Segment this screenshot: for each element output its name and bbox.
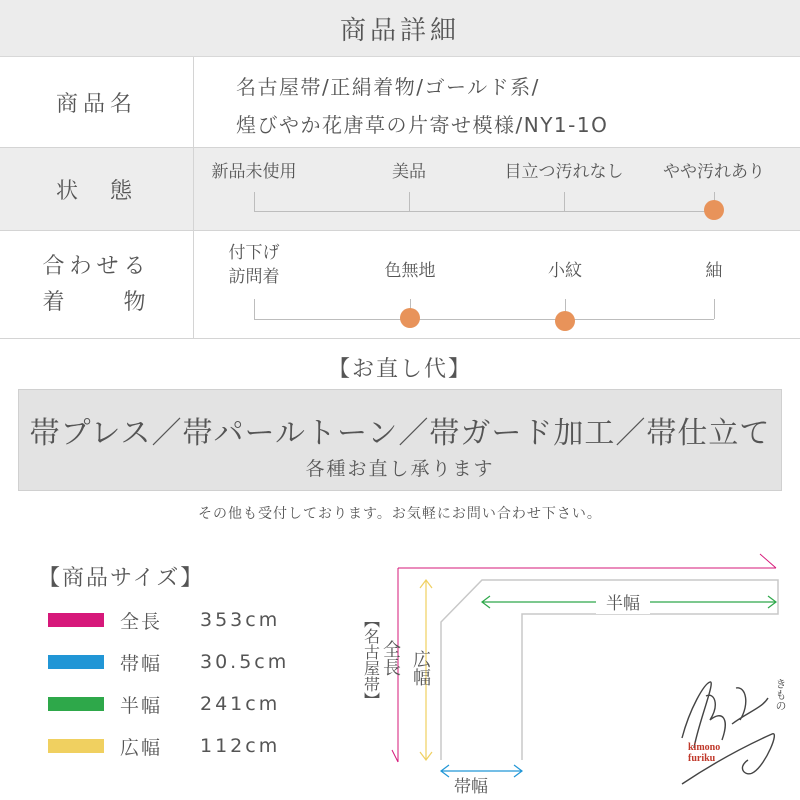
kimono-furiku-logo: [676, 668, 792, 792]
condition-row: [0, 148, 800, 231]
diagram-obi-width-label: 帯幅: [454, 777, 488, 796]
matching-kimono-label-line-1: 合わせる: [42, 253, 151, 279]
condition-scale-line: [254, 211, 714, 212]
size-row-wide-width: [48, 731, 280, 761]
size-value: 353cm: [200, 609, 281, 631]
matching-tick: [254, 299, 255, 319]
matching-option-tsumugi: 紬: [705, 261, 723, 281]
contact-note: その他も受付しております。お気軽にお問い合わせ下さい。: [198, 506, 602, 522]
logo-text-furiku: furiku: [688, 753, 716, 764]
condition-tick: [564, 192, 565, 211]
size-row-obi-width: [48, 647, 289, 677]
condition-selected-marker: [704, 200, 724, 220]
size-name: 全長: [120, 610, 163, 633]
size-value: 30.5cm: [200, 651, 290, 673]
matching-option-tsukesage-line-1: 付下げ: [228, 243, 280, 263]
repair-subtitle: 各種お直し承ります: [305, 458, 495, 480]
matching-option-tsukesage-line-2: 訪問着: [228, 267, 280, 287]
repair-box: [18, 389, 782, 491]
diagram-half-width-label: 半幅: [606, 594, 640, 613]
condition-level-some-stain: やや汚れあり: [663, 162, 765, 182]
wide-width-swatch: [48, 739, 104, 753]
condition-tick: [409, 192, 410, 211]
size-title: 【商品サイズ】: [38, 566, 205, 591]
condition-level-excellent: 美品: [392, 162, 426, 182]
matching-selected-marker: [555, 311, 575, 331]
condition-level-no-stain: 目立つ汚れなし: [504, 162, 624, 182]
matching-tick: [714, 299, 715, 319]
diagram-total-length-label: 全長: [381, 640, 401, 676]
condition-label: 状 態: [0, 148, 194, 230]
size-name: 広幅: [120, 736, 163, 759]
size-value: 112cm: [200, 735, 281, 757]
condition-tick: [254, 192, 255, 211]
size-row-total-length: [48, 605, 280, 635]
repair-title: 【お直し代】: [327, 357, 472, 382]
matching-option-iromuji: 色無地: [384, 261, 436, 281]
matching-kimono-row: [0, 231, 800, 339]
logo-kana: きもの: [774, 678, 786, 711]
logo-brush-stroke: [682, 682, 774, 784]
diagram-side-label: 【名古屋帯】: [361, 612, 379, 708]
page-title: 商品詳細: [0, 0, 800, 57]
matching-kimono-label: [0, 231, 194, 338]
product-name-label: 商品名: [0, 57, 194, 147]
product-name-line-2: 煌びやか花唐草の片寄せ模様/NY1-1O: [236, 113, 609, 137]
size-name: 帯幅: [120, 652, 163, 675]
matching-option-komon: 小紋: [548, 261, 582, 281]
condition-level-new: 新品未使用: [211, 162, 297, 182]
size-name: 半幅: [120, 694, 163, 717]
repair-services: 帯プレス／帯パールトーン／帯ガード加工／帯仕立て: [29, 416, 771, 451]
half-width-swatch: [48, 697, 104, 711]
size-row-half-width: [48, 689, 280, 719]
product-name-line-1: 名古屋帯/正絹着物/ゴールド系/: [236, 75, 540, 99]
logo-text-kimono: kimono: [688, 742, 721, 753]
diagram-wide-width-label: 広幅: [411, 650, 431, 686]
matching-selected-marker: [400, 308, 420, 328]
obi-width-swatch: [48, 655, 104, 669]
matching-scale-line: [254, 319, 714, 320]
size-value: 241cm: [200, 693, 281, 715]
total-length-swatch: [48, 613, 104, 627]
matching-option-tsukesage: [229, 241, 280, 289]
matching-kimono-label-line-2: 着 物: [42, 289, 151, 315]
product-name-row: [0, 57, 800, 148]
